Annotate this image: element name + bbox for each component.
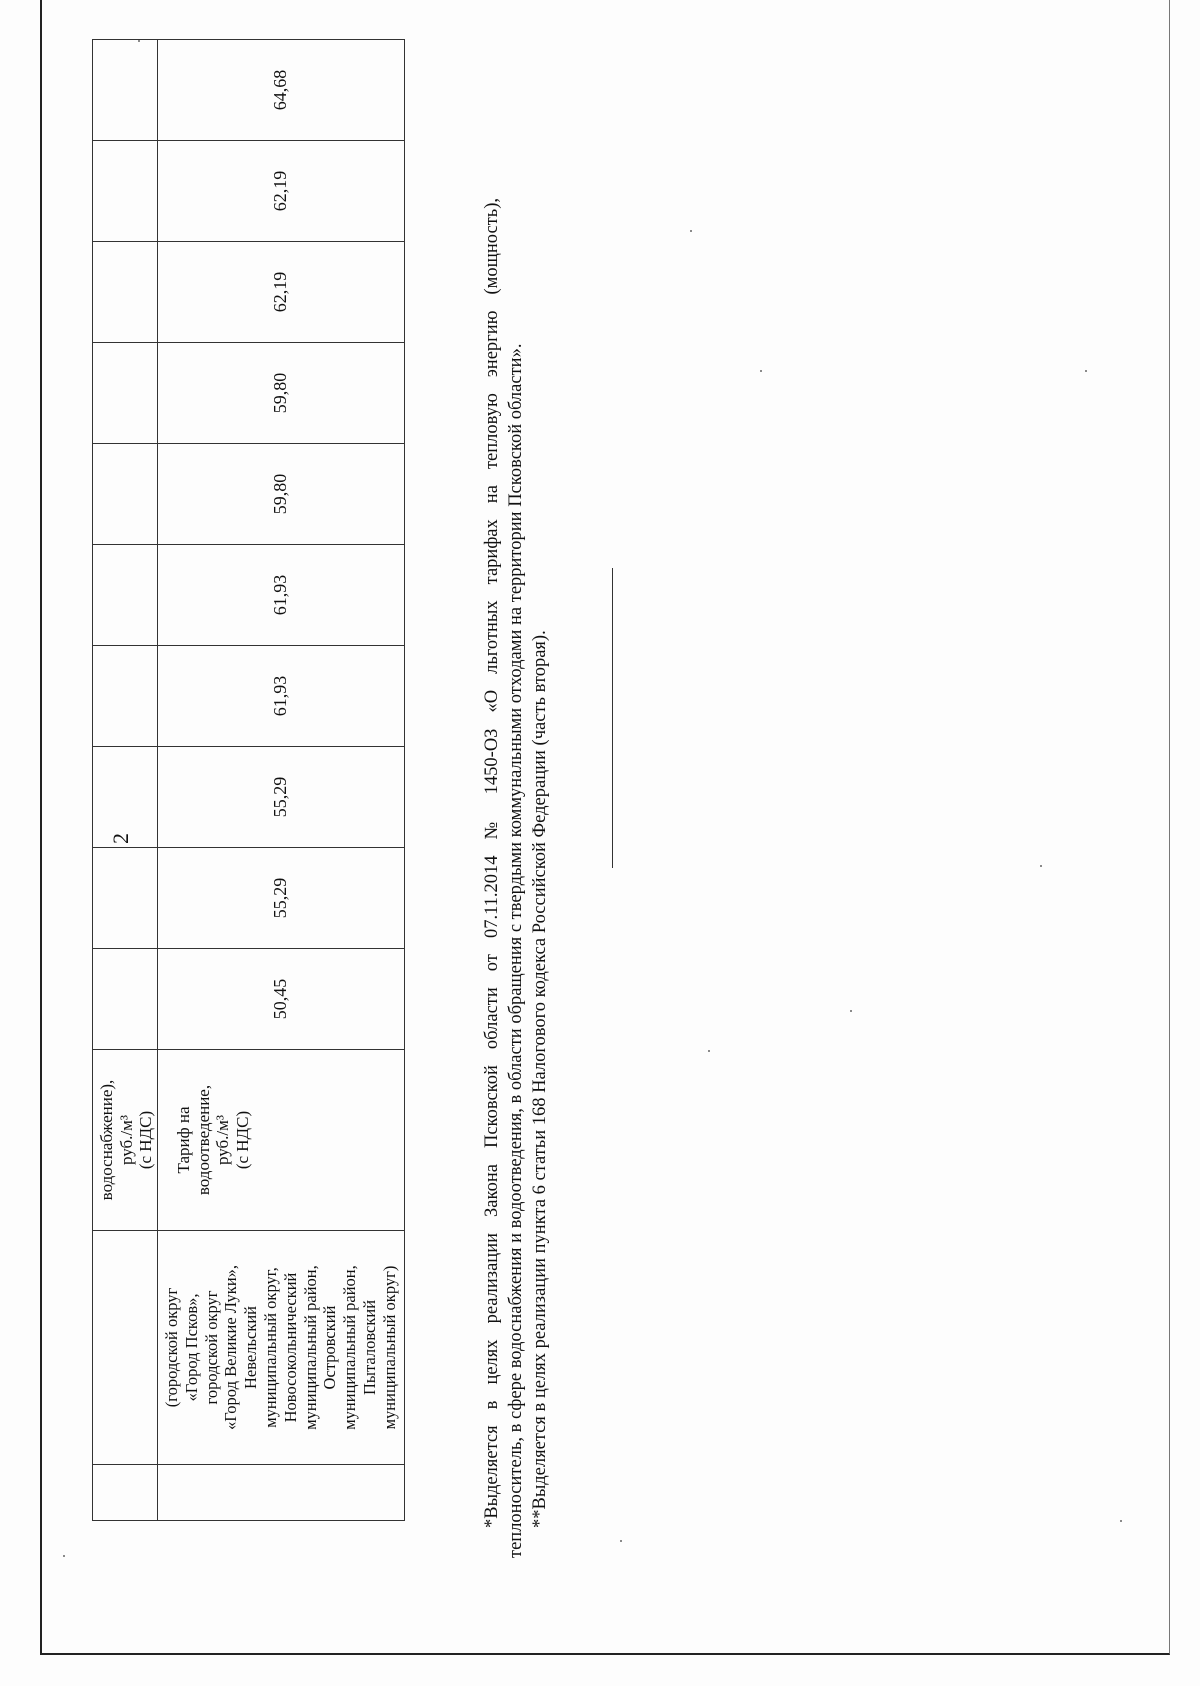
tariff-table [92, 39, 405, 1521]
value-cell [93, 242, 158, 343]
scan-speck [760, 370, 762, 372]
tariff-value: 61,93 [158, 545, 405, 646]
value-cell [93, 343, 158, 444]
region-line: Островский [320, 1305, 340, 1390]
label-line: Тариф на [174, 1106, 193, 1174]
footnote-2: **Выделяется в целях реализации пункта 6 статьи 168 Налогового кодекса Российской Федерации (часть вторая). [530, 630, 551, 1528]
tariff-value: 62,19 [158, 242, 405, 343]
value-cell [93, 848, 158, 949]
tariff-value: 55,29 [158, 848, 405, 949]
label-line: руб./м³ [213, 1114, 233, 1166]
tariff-value: 59,80 [158, 343, 405, 444]
region-cell [158, 1231, 405, 1465]
scan-speck [1120, 1520, 1122, 1522]
region-line: муниципальный район, [300, 1265, 320, 1430]
separator-line [612, 568, 613, 868]
tariff-value: 50,45 [158, 949, 405, 1050]
region-line: «Город Псков», [181, 1293, 201, 1402]
region-cell [93, 1231, 158, 1465]
footnote-1-line-1: *Выделяется в целях реализации Закона Псковской области от 07.11.2014 № 1450-ОЗ «О льготных тарифах на тепловую энергию (мощность), [482, 198, 502, 1528]
label-line: руб./м³ [116, 1114, 136, 1166]
tariff-value: 55,29 [158, 747, 405, 848]
water-supply-label [93, 1050, 158, 1231]
table-row [93, 40, 158, 1521]
tariff-value: 59,80 [158, 444, 405, 545]
table-row [158, 40, 405, 1521]
page-number: 2 [108, 833, 133, 844]
scan-speck [690, 230, 692, 232]
region-line: (городской округ [162, 1287, 181, 1408]
scan-speck [850, 1010, 852, 1012]
scan-speck [1040, 865, 1042, 867]
label-line: водоснабжение), [97, 1079, 116, 1201]
region-line: Пыталовский [359, 1299, 379, 1396]
scan-speck [63, 1555, 65, 1557]
region-line: муниципальный район, [340, 1265, 360, 1430]
value-cell [93, 747, 158, 848]
scan-speck [138, 40, 140, 42]
value-cell [93, 444, 158, 545]
footnotes [480, 198, 552, 1558]
region-line: муниципальный округ) [379, 1265, 399, 1430]
footnote-1-line-2: теплоноситель, в сфере водоснабжения и водоотведения, в области обращения с твердыми коммунальными отходами на территории Псковской области». [506, 343, 527, 1558]
value-cell [93, 40, 158, 141]
wastewater-tariff-label [158, 1050, 405, 1231]
scan-speck [620, 1540, 622, 1542]
tariff-value: 64,68 [158, 40, 405, 141]
region-line: Невельский [241, 1306, 261, 1390]
value-cell [93, 141, 158, 242]
table-cell [158, 1465, 405, 1521]
region-line: «Город Великие Луки», [221, 1264, 241, 1431]
tariff-value: 62,19 [158, 141, 405, 242]
value-cell [93, 545, 158, 646]
scan-speck [1085, 370, 1087, 372]
label-line: (с НДС) [136, 1110, 156, 1170]
label-line: водоотведение, [193, 1084, 213, 1196]
region-line: городской округ [201, 1290, 221, 1405]
region-line: муниципальный округ, [260, 1267, 280, 1428]
scan-speck [708, 1050, 710, 1052]
label-line: (с НДС) [232, 1110, 252, 1170]
value-cell [93, 646, 158, 747]
tariff-value: 61,93 [158, 646, 405, 747]
region-line: Новосокольнический [280, 1272, 300, 1423]
value-cell [93, 949, 158, 1050]
table-cell [93, 1465, 158, 1521]
